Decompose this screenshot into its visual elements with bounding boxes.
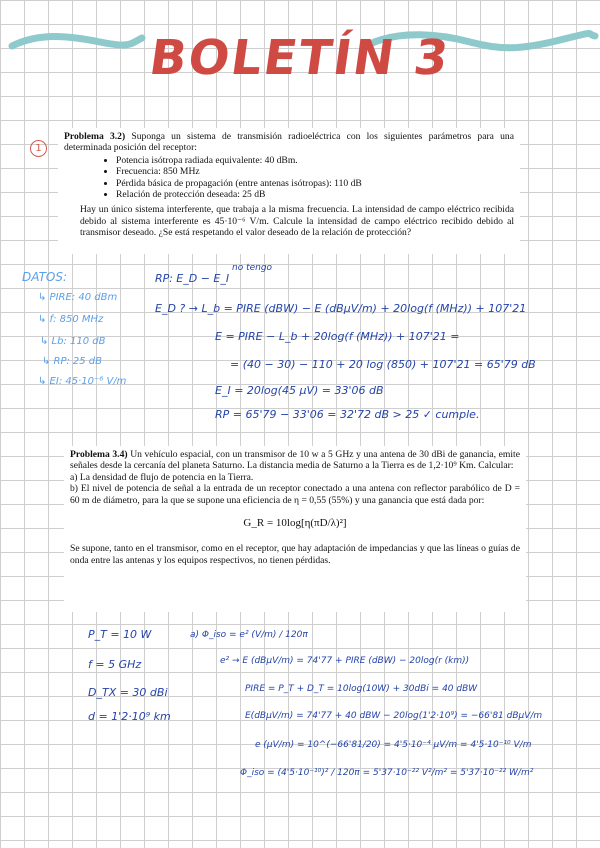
calc-line: PIRE = P_T + D_T = 10log(10W) + 30dBi = 40 dBW — [245, 684, 478, 694]
given-item: d = 1'2·10⁹ km — [88, 710, 171, 723]
part-a: a) La densidad de flujo de potencia en la Tierra. — [70, 471, 254, 483]
calc-line: E(dBμV/m) = 74'77 + 40 dBW − 20log(1'2·10⁹) = −66'81 dBμV/m — [245, 711, 543, 721]
problem-3-2-paragraph: Hay un único sistema interferente, que trabaja a la misma frecuencia. La intensidad de campo eléctrico recibida debido al sistema interferente es 45·10⁻⁶ V/m. Calcule la intensidad de campo eléctrico recibido debido al transmisor deseado. ¿Se está respetando el valor deseado de la relación de protección? — [80, 204, 514, 239]
problem-3-4-closing: Se supone, tanto en el transmisor, como en el receptor, que hay adaptación de impedancias y que las líneas o guías de onda entre las antenas y los equipos respectivos, no tienen pérdidas. — [70, 543, 520, 566]
datos-item: ↳ EI: 45·10⁻⁶ V/m — [38, 376, 127, 387]
problem-3-2-box — [58, 128, 520, 254]
left-wave — [12, 37, 142, 47]
list-item: • Pérdida básica de propagación (entre antenas isótropas): 110 dB — [116, 178, 514, 189]
datos-item: ↳ Lb: 110 dB — [40, 336, 106, 347]
problem-3-4-intro: Problema 3.4) Un vehículo espacial, con un transmisor de 10 w a 5 GHz y una antena de 30 dBi de ganancia, emite señales desde la cercanía del planeta Saturno. La distancia media de Saturno a la Tierra es de 1,2·10⁹ Km. Calcular: — [70, 449, 520, 472]
problem-3-4-label: Problema 3.4) — [70, 449, 128, 460]
calc-line: a) Φ_iso = e² (V/m) / 120π — [190, 630, 308, 640]
calc-line: Φ_iso = (4'5·10⁻¹⁰)² / 120π = 5'37·10⁻²² V²/m² = 5'37·10⁻²² W/m² — [240, 768, 534, 778]
solution-line: E_I = 20log(45 μV) = 33'06 dB — [215, 384, 384, 397]
calc-line: e (μV/m) = 10^(−66'81/20) = 4'5·10⁻⁴ μV/m = 4'5·10⁻¹⁰ V/m — [255, 740, 532, 750]
solution-line: E = PIRE − L_b + 20log(f (MHz)) + 107'21 = — [215, 330, 460, 343]
datos-heading: DATOS: — [22, 270, 68, 284]
list-item: • Relación de protección deseada: 25 dB — [116, 189, 514, 200]
given-item: D_TX = 30 dBi — [88, 686, 168, 699]
solution-line: = (40 − 30) − 110 + 20 log (850) + 107'21 = 65'79 dB — [230, 358, 536, 371]
datos-item: ↳ PIRE: 40 dBm — [38, 292, 118, 303]
parameter-list — [116, 155, 514, 201]
list-item: • Potencia isótropa radiada equivalente: 40 dBm. — [116, 155, 514, 166]
problem-3-2-label: Problema 3.2) — [64, 131, 126, 142]
given-item: f = 5 GHz — [88, 658, 142, 671]
given-item: P_T = 10 W — [88, 628, 152, 641]
solution-line: E_D ? → L_b = PIRE (dBW) − E (dBμV/m) + 20log(f (MHz)) + 107'21 — [155, 302, 527, 315]
datos-item: ↳ f: 850 MHz — [38, 314, 104, 325]
calc-line: e² → E (dBμV/m) = 74'77 + PIRE (dBW) − 20log(r (km)) — [220, 656, 470, 666]
no-tengo-note: no tengo — [232, 263, 273, 273]
rp-definition: RP: E_D − E_I — [155, 272, 230, 285]
solution-result: RP = 65'79 − 33'06 = 32'72 dB > 25 ✓ cumple. — [215, 408, 480, 421]
item-number-badge: 1 — [30, 140, 47, 157]
page-title: BOLETÍN 3 — [146, 30, 454, 86]
datos-item: ↳ RP: 25 dB — [42, 356, 103, 367]
problem-3-2-intro: Problema 3.2) Suponga un sistema de transmisión radioeléctrica con los siguientes parámetros para una determinada posición del receptor: — [64, 131, 514, 154]
part-b: b) El nivel de potencia de señal a la entrada de un receptor conectado a una antena con reflector parabólico de D = 60 m de diámetro, para la que se supone una eficiencia de η = 0,55 (55%) y una ganancia que está dada por: — [70, 483, 520, 506]
list-item: • Frecuencia: 850 MHz — [116, 166, 514, 177]
problem-3-4-box — [64, 446, 526, 612]
gain-formula: G_R = 10log[η(πD/λ)²] — [243, 517, 347, 530]
